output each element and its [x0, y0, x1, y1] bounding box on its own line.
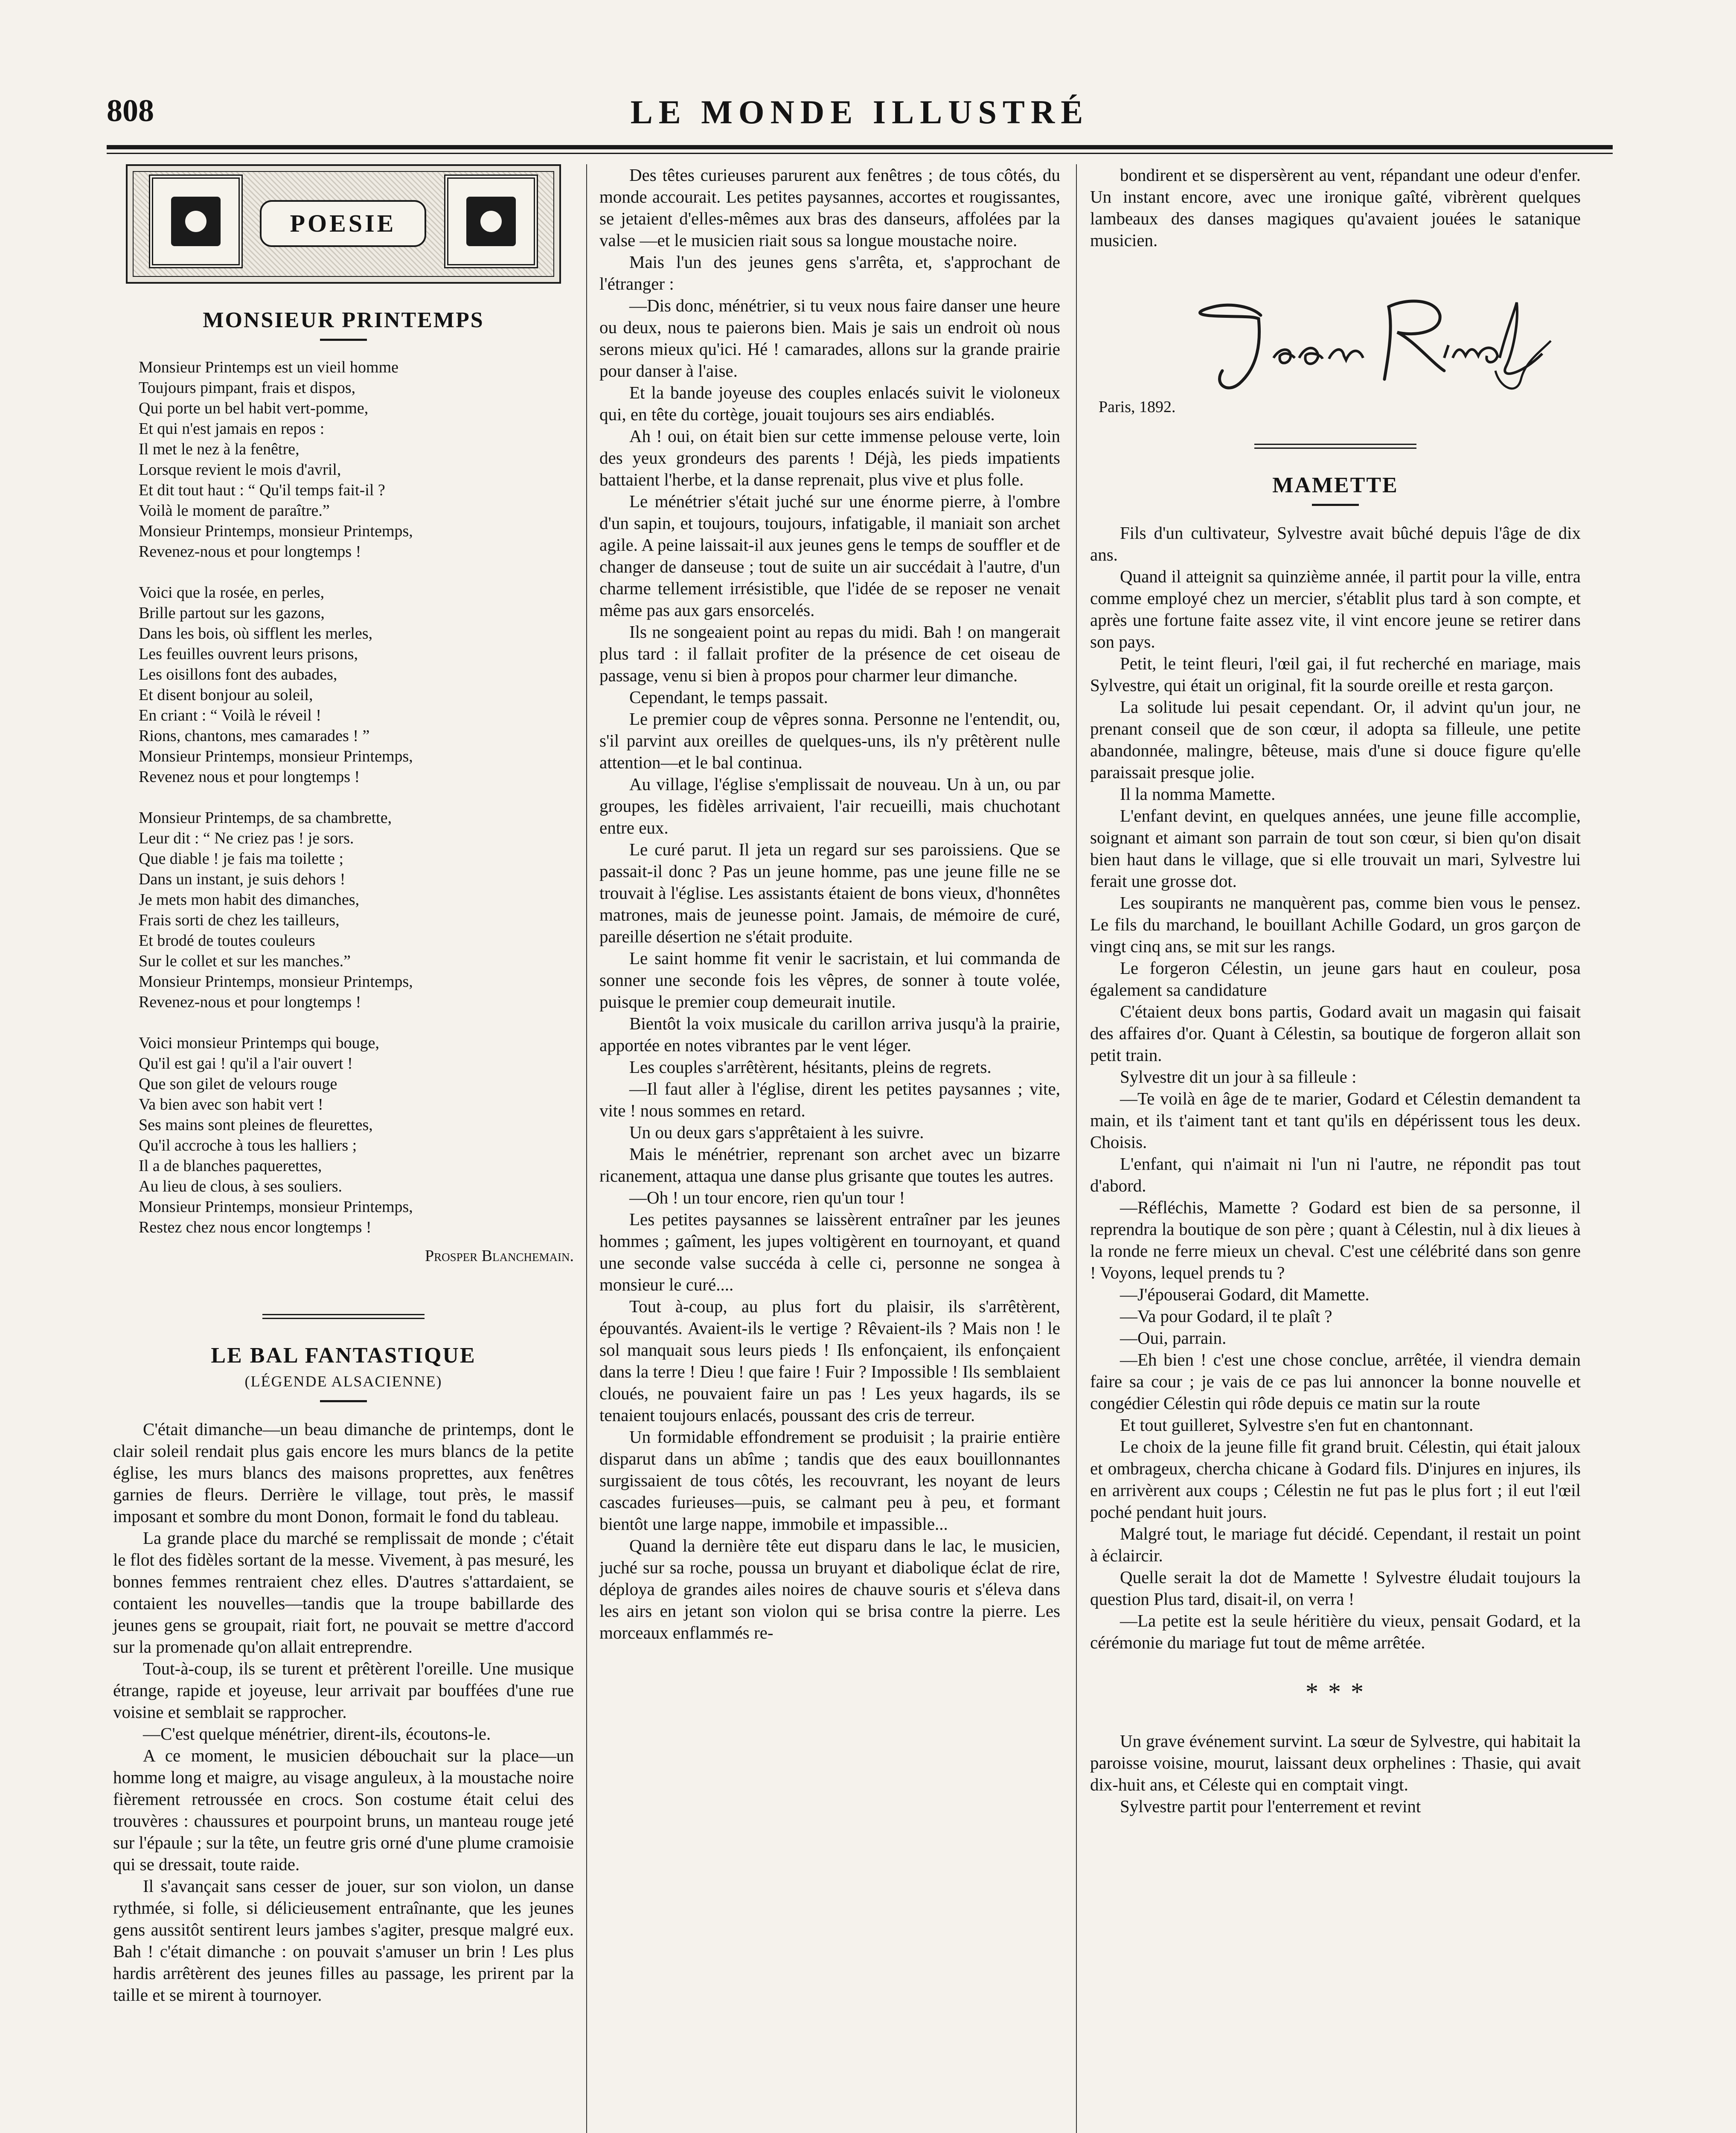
paragraph: —C'est quelque ménétrier, dirent-ils, écoutons-le. — [143, 1724, 491, 1744]
signature-image — [1090, 268, 1581, 396]
paragraph: —Eh bien ! c'est une chose conclue, arrêtée, il viendra demain faire sa cour ; je vais de ce pas lui annoncer la bonne nouvelle et congédier Célestin qui rôde depuis ce matin sur la route — [1090, 1350, 1581, 1413]
paragraph: —Dis donc, ménétrier, si tu veux nous faire danser une heure ou deux, nous te paierons bien. Mais je sais un endroit où nous serons mieux qu'ici. Hé ! camarades, allons sur la grande prairie pour danser à l'aise. — [599, 296, 1060, 381]
paragraph: Les soupirants ne manquèrent pas, comme bien vous le pensez. Le fils du marchand, le bouillant Achille Godard, un gros garçon de vingt cinq ans, se mit sur les rangs. — [1090, 893, 1581, 956]
header-rule-thick — [107, 145, 1613, 149]
verse: Les feuilles ouvrent leurs prisons, — [139, 645, 358, 663]
title-rule — [1312, 504, 1359, 506]
column-1 — [113, 164, 574, 2006]
paragraph: Fils d'un cultivateur, Sylvestre avait bûché depuis l'âge de dix ans. — [1090, 523, 1581, 564]
ornament-right-icon — [444, 174, 538, 268]
paragraph: Quand il atteignit sa quinzième année, il partit pour la ville, entra comme employé chez un mercier, s'établit plus tard à son compte, et après une fortune faite assez vite, il vint encore jeune se retirer dans son pays. — [1090, 567, 1581, 651]
poesie-banner — [113, 164, 574, 288]
header-rule-thin — [107, 153, 1613, 154]
paragraph: Sylvestre dit un jour à sa filleule : — [1120, 1067, 1357, 1087]
column-2 — [599, 164, 1060, 1644]
verse: Revenez nous et pour longtemps ! — [139, 768, 360, 786]
asterism: * * * — [1306, 1678, 1365, 1706]
paragraph: Ils ne songeaient point au repas du midi. Bah ! on mangerait plus tard : il fallait profiter de la présence de cet oiseau de passage, venu si bien à propos pour charmer leur dimanche. — [599, 622, 1060, 685]
poem-title: MONSIEUR PRINTEMPS — [203, 308, 484, 332]
paragraph: Malgré tout, le mariage fut décidé. Cependant, il restait un point à éclaircir. — [1090, 1524, 1581, 1565]
paragraph: Le premier coup de vêpres sonna. Personne ne l'entendit, ou, s'il parvint aux oreilles de quelques-uns, ils n'y prêtèrent nulle attention—et le bal continua. — [599, 709, 1060, 772]
verse: Monsieur Printemps, de sa chambrette, — [139, 809, 392, 827]
banner-label: POESIE — [260, 200, 426, 247]
paragraph: Tout-à-coup, ils se turent et prêtèrent l'oreille. Une musique étrange, rapide et joyeuse, leur arrivait par bouffées d'une rue voisine et semblait se rapprocher. — [113, 1659, 574, 1722]
paragraph: Bientôt la voix musicale du carillon arriva jusqu'à la prairie, apportée en notes vibrantes par le vent léger. — [599, 1014, 1060, 1055]
column-divider — [586, 164, 587, 2133]
verse: Monsieur Printemps, monsieur Printemps, — [139, 973, 413, 991]
dateline: Paris, 1892. — [1099, 398, 1176, 416]
paragraph: Les petites paysannes se laissèrent entraîner par les jeunes hommes ; gaîment, les jupes voltigèrent en tournoyant, et quand une seconde valse succéda à celle ci, personne ne songea à monsieur le curé.... — [599, 1209, 1060, 1294]
page-number: 808 — [107, 93, 154, 128]
verse: Dans les bois, où sifflent les merles, — [139, 625, 373, 642]
paragraph: —J'épouserai Godard, dit Mamette. — [1120, 1284, 1370, 1304]
section-separator — [1254, 444, 1416, 449]
verse: Qu'il est gai ! qu'il a l'air ouvert ! — [139, 1055, 353, 1072]
verse: Voilà le moment de paraître.” — [139, 502, 330, 520]
paragraph: Ah ! oui, on était bien sur cette immense pelouse verte, loin des yeux grondeurs des parents ! Déjà, les pieds impatients battaient l'herbe, et la danse reprenait, plus vive et plus folle. — [599, 426, 1060, 489]
paragraph: Le choix de la jeune fille fit grand bruit. Célestin, qui était jaloux et ombrageux, chercha chicane à Godard fils. D'injures en injures, ils en arrivèrent aux coups ; Célestin ne fut pas le plus fort ; il eut l'œil poché pendant huit jours. — [1090, 1437, 1581, 1522]
paragraph: —Oh ! un tour encore, rien qu'un tour ! — [629, 1188, 905, 1207]
verse: Monsieur Printemps est un vieil homme — [139, 358, 399, 376]
paragraph: Mais le ménétrier, reprenant son archet avec un bizarre ricanement, attaqua une danse plus grisante que toutes les autres. — [599, 1144, 1060, 1186]
paragraph: A ce moment, le musicien débouchait sur la place—un homme long et maigre, au visage anguleux, à la moustache noire fièrement retroussée en crocs. Son costume était celui des trouvères : chaussures et pourpoint bruns, un manteau rouge jeté sur l'épaule ; sur la tête, un feutre gris orné d'une plume cramoisie qui se dressait, toute raide. — [113, 1746, 574, 1874]
verse: Il met le nez à la fenêtre, — [139, 440, 300, 458]
verse: Dans un instant, je suis dehors ! — [139, 870, 346, 888]
verse: Je mets mon habit des dimanches, — [139, 891, 360, 909]
stanza — [139, 357, 574, 562]
paragraph: Mais l'un des jeunes gens s'arrêta, et, s'approchant de l'étranger : — [599, 252, 1060, 294]
verse: Frais sorti de chez les tailleurs, — [139, 911, 340, 929]
publication-title: LE MONDE ILLUSTRÉ — [630, 93, 1089, 131]
verse: Ses mains sont pleines de fleurettes, — [139, 1116, 373, 1134]
verse: Revenez-nous et pour longtemps ! — [139, 993, 361, 1011]
paragraph: Un ou deux gars s'apprêtaient à les suivre. — [629, 1122, 924, 1142]
paragraph: Et la bande joyeuse des couples enlacés suivit le violoneux qui, en tête du cortège, jouait toujours ses airs endiablés. — [599, 383, 1060, 424]
verse: Et brodé de toutes couleurs — [139, 932, 315, 950]
paragraph: —Va pour Godard, il te plaît ? — [1120, 1306, 1332, 1326]
paragraph: —La petite est la seule héritière du vieux, pensait Godard, et la cérémonie du mariage fut tout de même arrêtée. — [1090, 1611, 1581, 1652]
verse: Monsieur Printemps, monsieur Printemps, — [139, 1198, 413, 1216]
section-separator — [262, 1314, 425, 1319]
verse: Monsieur Printemps, monsieur Printemps, — [139, 522, 413, 540]
paragraph: Cependant, le temps passait. — [629, 687, 828, 707]
paragraph: Le saint homme fit venir le sacristain, et lui commanda de sonner une seconde fois les vêpres, de sonner à toute volée, puisque le premier coup demeurait inutile. — [599, 948, 1060, 1011]
paragraph: Le forgeron Célestin, un jeune gars haut en couleur, posa également sa candidature — [1090, 958, 1581, 1000]
paragraph: Un formidable effondrement se produisit ; la prairie entière disparut dans un abîme ; tandis que des eaux bouillonnantes surgissaient de tous côtés, les recouvrant, les noyant de leurs cascades furieuses—puis, se calmant peu à peu, et formant bientôt une large nappe, immobile et impassible... — [599, 1427, 1060, 1534]
verse: Et disent bonjour au soleil, — [139, 686, 313, 704]
paragraph: Le ménétrier s'était juché sur une énorme pierre, à l'ombre d'un sapin, et toujours, toujours, infatigable, il maniait son archet agile. A peine laissait-il aux jeunes gens le temps de souffler et de changer de danseuse ; tout de suite un air succédait à l'autre, d'un charme tellement irrésistible, que l'idée de se reposer ne venait même pas aux gars ensorcelés. — [599, 491, 1060, 620]
verse: Que son gilet de velours rouge — [139, 1075, 337, 1093]
signature — [1090, 268, 1581, 396]
paragraph: La grande place du marché se remplissait de monde ; c'était le flot des fidèles sortant de la messe. Vivement, à pas mesuré, les bonnes femmes rentraient chez elles. D'autres s'attardaient, se contaient les nouvelles—tandis que la troupe babillarde des jeunes gens se groupait, riait fort, ne pouvait se mettre d'accord sur la promenade qu'on allait entreprendre. — [113, 1528, 574, 1656]
paragraph: —Te voilà en âge de te marier, Godard et Célestin demandent ta main, et ils t'aiment tant et tant qu'ils en dépérissent tous les deux. Choisis. — [1090, 1089, 1581, 1152]
verse: Sur le collet et sur les manches.” — [139, 952, 351, 970]
column-divider — [1076, 164, 1077, 2133]
paragraph: C'étaient deux bons partis, Godard avait un magasin qui faisait des affaires d'or. Quant à Célestin, sa boutique de forgeron allait son petit train. — [1090, 1002, 1581, 1065]
paragraph: Un grave événement survint. La sœur de Sylvestre, qui habitait la paroisse voisine, mourut, laissant deux orphelines : Thasie, qui avait dix-huit ans, et Céleste qui en comptait vingt. — [1090, 1731, 1581, 1794]
paragraph: Au village, l'église s'emplissait de nouveau. Un à un, ou par groupes, les fidèles arrivaient, l'air recueilli, mais chuchotant entre eux. — [599, 774, 1060, 837]
verse: Lorsque revient le mois d'avril, — [139, 461, 341, 479]
poem — [113, 357, 574, 1238]
verse: Il a de blanches paquerettes, — [139, 1157, 322, 1175]
title-rule — [320, 1400, 367, 1402]
paragraph: L'enfant, qui n'aimait ni l'un ni l'autre, ne répondit pas tout d'abord. — [1090, 1154, 1581, 1195]
paragraph: L'enfant devint, en quelques années, une jeune fille accomplie, soignant et aimant son parrain de tout son cœur, si bien qu'on disait bien haut dans le village, que si elle trouvait un mari, Sylvestre lui ferait une grosse dot. — [1090, 806, 1581, 891]
page-header — [107, 85, 1613, 141]
verse: Rions, chantons, mes camarades ! ” — [139, 727, 370, 745]
verse: Au lieu de clous, à ses souliers. — [139, 1177, 343, 1195]
ornamental-frame — [126, 164, 561, 284]
paragraph: Quelle serait la dot de Mamette ! Sylvestre éludait toujours la question Plus tard, disait-il, on verra ! — [1090, 1567, 1581, 1609]
verse: Leur dit : “ Ne criez pas ! je sors. — [139, 829, 354, 847]
paragraph: Le curé parut. Il jeta un regard sur ses paroissiens. Que se passait-il donc ? Pas un jeune homme, pas une jeune fille ne se trouvait à l'église. Les assistants étaient de bons vieux, d'honnêtes matrones, mais de jeunesse point. Jamais, de mémoire de curé, pareille désertion ne s'était produite. — [599, 840, 1060, 946]
paragraph: Petit, le teint fleuri, l'œil gai, il fut recherché en mariage, mais Sylvestre, qui était un original, fit la sourde oreille et resta garçon. — [1090, 654, 1581, 695]
verse: Qui porte un bel habit vert-pomme, — [139, 399, 369, 417]
column-3 — [1090, 164, 1581, 1817]
paragraph: —Réfléchis, Mamette ? Godard est bien de sa personne, il reprendra la boutique de son père ; quant à Célestin, nul à dix lieues à la ronde ne ferre mieux un cheval. C'est une célébrité dans son genre ! Voyons, lequel prends tu ? — [1090, 1197, 1581, 1282]
verse: Va bien avec son habit vert ! — [139, 1096, 323, 1113]
ornament-left-icon — [149, 174, 243, 268]
verse: Voici monsieur Printemps qui bouge, — [139, 1034, 379, 1052]
paragraph: Il la nomma Mamette. — [1120, 784, 1276, 804]
poem-author: Prosper Blanchemain. — [425, 1247, 574, 1265]
verse: Qu'il accroche à tous les halliers ; — [139, 1136, 357, 1154]
paragraph: Tout à-coup, au plus fort du plaisir, ils s'arrêtèrent, épouvantés. Avaient-ils le vertige ? Rêvaient-ils ? Mais non ! le sol manquait sous leurs pieds ! Ils enfonçaient, ils enfonçaient dans la terre ! Dieu ! que faire ! Fuir ? Impossible ! Ils semblaient cloués, ne pouvaient faire un pas ! Les yeux hagards, ils se tenaient toujours enlacés, poussant des cris de terreur. — [599, 1296, 1060, 1425]
verse: Restez chez nous encor longtemps ! — [139, 1218, 372, 1236]
paragraph: —Il faut aller à l'église, dirent les petites paysannes ; vite, vite ! nous sommes en retard. — [599, 1079, 1060, 1120]
paragraph: Quand la dernière tête eut disparu dans le lac, le musicien, juché sur sa roche, poussa un bruyant et diabolique éclat de rire, déploya de grandes ailes noires de chauve souris et s'éleva dans les airs en jetant son violon qui se brisa contre la pierre. Les morceaux enflammés re- — [599, 1536, 1060, 1642]
stanza — [139, 1033, 574, 1238]
verse: Revenez-nous et pour longtemps ! — [139, 543, 361, 561]
verse: Que diable ! je fais ma toilette ; — [139, 850, 344, 868]
paragraph: Les couples s'arrêtèrent, hésitants, pleins de regrets. — [629, 1057, 992, 1077]
paragraph: Il s'avançait sans cesser de jouer, sur son violon, un danse rythmée, si folle, si délicieusement entraînante, que les jeunes gens aussitôt sentirent leurs jambes s'agiter, presque malgré eux. Bah ! c'était dimanche : on pouvait s'amuser un brin ! Les plus hardis arrêtèrent des jeunes filles au passage, les prirent par la taille et se mirent à tournoyer. — [113, 1876, 574, 2005]
title-rule — [320, 339, 367, 341]
verse: Monsieur Printemps, monsieur Printemps, — [139, 747, 413, 765]
paragraph: bondirent et se dispersèrent au vent, répandant une odeur d'enfer. Un instant encore, avec une ironique gaîté, vibrèrent quelques lambeaux des danses magiques qu'avaient jouées le satanique musicien. — [1090, 165, 1581, 250]
stanza — [139, 582, 574, 787]
stanza — [139, 808, 574, 1012]
verse: Et dit tout haut : “ Qu'il temps fait-il ? — [139, 481, 385, 499]
verse: En criant : “ Voilà le réveil ! — [139, 706, 322, 724]
verse: Brille partout sur les gazons, — [139, 604, 325, 622]
paragraph: Sylvestre partit pour l'enterrement et revint — [1120, 1796, 1421, 1816]
story-title: LE BAL FANTASTIQUE — [211, 1343, 476, 1368]
paragraph: La solitude lui pesait cependant. Or, il advint qu'un jour, ne prenant conseil que de son cœur, il adopta sa filleule, une petite abandonnée, malingre, bêteuse, mais d'une si douce figure qu'elle paraissait presque jolie. — [1090, 697, 1581, 782]
verse: Et qui n'est jamais en repos : — [139, 420, 325, 438]
paragraph: Des têtes curieuses parurent aux fenêtres ; de tous côtés, du monde accourait. Les petites paysannes, accortes et rougissantes, se jetaient d'elles-mêmes aux bras des danseurs, affolées par la valse —et le musicien riait sous sa longue moustache noire. — [599, 165, 1060, 250]
verse: Voici que la rosée, en perles, — [139, 584, 325, 602]
story-subtitle: (LÉGENDE ALSACIENNE) — [244, 1373, 442, 1390]
paragraph: C'était dimanche—un beau dimanche de printemps, dont le clair soleil rendait plus gais encore les murs blancs de la petite église, les murs blancs des maisons proprettes, aux fenêtres garnies de fleurs. Derrière le village, tout près, le massif imposant et sombre du mont Donon, formait le fond du tableau. — [113, 1419, 574, 1526]
verse: Toujours pimpant, frais et dispos, — [139, 379, 356, 397]
verse: Les oisillons font des aubades, — [139, 665, 337, 683]
paragraph: Et tout guilleret, Sylvestre s'en fut en chantonnant. — [1120, 1415, 1474, 1435]
paragraph: —Oui, parrain. — [1120, 1328, 1227, 1348]
story-title: MAMETTE — [1272, 473, 1399, 497]
